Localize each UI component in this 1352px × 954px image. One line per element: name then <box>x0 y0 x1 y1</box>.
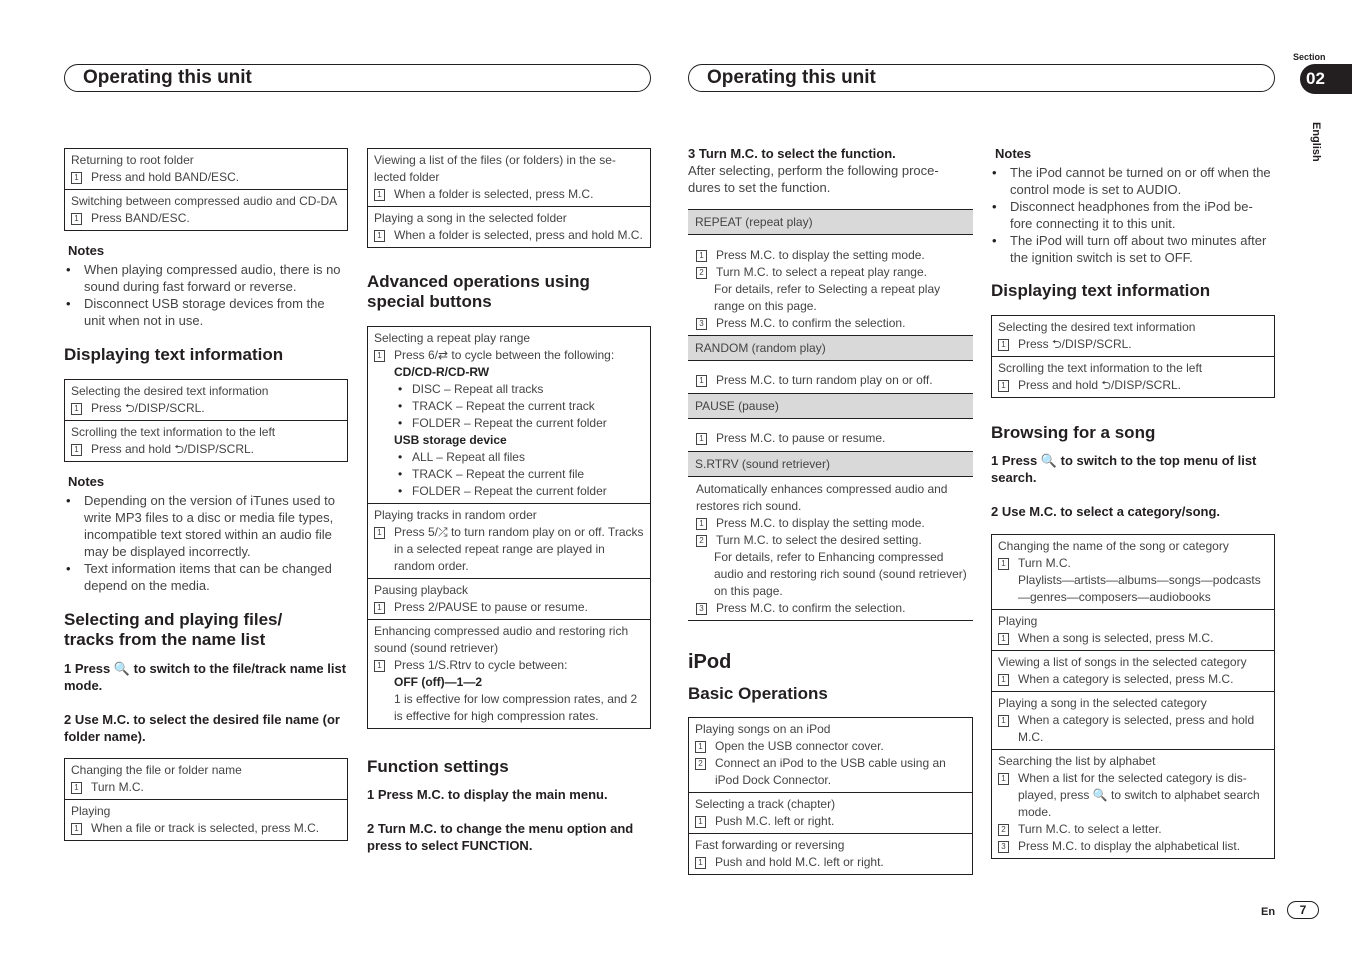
col4-select-text-step: 1 Press ⮌/DISP/SCRL. <box>998 336 1268 353</box>
enhance-values: OFF (off)—1—2 <box>394 675 482 689</box>
notes2-title: Notes <box>68 474 105 489</box>
folder-box <box>64 148 348 231</box>
play-folder-title: Playing a song in the selected folder <box>374 211 567 225</box>
col4-notes-title: Notes <box>995 146 1032 161</box>
repeat-detail: For details, refer to Selecting a repeat play range on this page. <box>714 282 941 313</box>
notes-list <box>64 261 348 329</box>
col4-scroll-text-title: Scrolling the text information to the left <box>998 361 1203 375</box>
function-step-2: 2 Turn M.C. to change the menu option and press to select FUNCTION. <box>367 821 634 853</box>
usb-item: • TRACK – Repeat the current file <box>374 466 644 483</box>
repeat-step: 1 Press M.C. to display the setting mode. <box>696 247 973 264</box>
repeat-range-step: 1 Press 6/⇄ to cycle between the following: <box>374 347 644 364</box>
repeat-step: 3 Press M.C. to confirm the selection. <box>696 315 973 332</box>
left-header-title: Operating this unit <box>83 67 252 88</box>
enhance-note: 1 is effective for low compression rates, and 2 is effective for high compression rates. <box>394 692 638 723</box>
note-item: • The iPod cannot be turned on or off when the control mode is set to AUDIO. <box>990 164 1278 198</box>
notes-title: Notes <box>68 243 105 258</box>
view-songs-title: Viewing a list of songs in the selected category <box>998 655 1247 669</box>
footer-language: En <box>1261 906 1276 918</box>
display-text-box <box>64 379 348 462</box>
random-bar: RANDOM (random play) <box>688 335 973 361</box>
srtrv-rule <box>688 620 973 621</box>
switch-audio-title: Switching between compressed audio and CD-DA <box>71 194 338 208</box>
pause-steps <box>696 430 973 447</box>
basic-ops-heading: Basic Operations <box>688 684 828 703</box>
alphabet-search-step: 3 Press M.C. to display the alphabetical list. <box>998 838 1268 855</box>
browse-box <box>991 534 1275 859</box>
turn-mc-text: After selecting, perform the following proce- dures to set the function. <box>688 163 939 195</box>
pause-step: 1 Press M.C. to pause or resume. <box>696 430 973 447</box>
notes2-list <box>64 492 348 594</box>
alphabet-search-step: 1 When a list for the selected category is dis- played, press 🔍 to switch to alphabet search mode. <box>998 770 1268 821</box>
cd-item: • DISC – Repeat all tracks <box>374 381 644 398</box>
random-steps <box>696 372 973 389</box>
alphabet-search-title: Searching the list by alphabet <box>998 754 1156 768</box>
pausing-title: Pausing playback <box>374 583 469 597</box>
repeat-steps <box>696 247 973 332</box>
playing-step: 1 When a file or track is selected, press M.C. <box>71 820 341 837</box>
browse-step-1: 1 Press 🔍 to switch to the top menu of list search. <box>991 453 1257 485</box>
turn-mc-step: 3 Turn M.C. to select the function. <box>688 146 896 161</box>
scroll-text-title: Scrolling the text information to the left <box>71 425 276 439</box>
playing-title: Playing <box>71 804 111 818</box>
select-step-1: 1 Press 🔍 to switch to the file/track name list mode. <box>64 661 347 693</box>
col4-displaying-heading: Displaying text information <box>991 281 1211 300</box>
srtrv-step: 3 Press M.C. to confirm the selection. <box>696 600 973 617</box>
note-item: • Depending on the version of iTunes used to write MP3 files to a disc or media file types, incompatible text stored within an audio file may be displayed incorrectly. <box>64 492 348 560</box>
select-text-step: 1 Press ⮌/DISP/SCRL. <box>71 400 341 417</box>
page-number: 7 <box>1287 901 1319 919</box>
category-list: Playlists—artists—albums—songs—podcasts —genres—composers—audiobooks <box>1018 573 1261 604</box>
note-item: • Disconnect USB storage devices from the unit when not in use. <box>64 295 348 329</box>
usb-item: • ALL – Repeat all files <box>374 449 644 466</box>
function-settings-heading: Function settings <box>367 757 509 776</box>
change-name-step: 1 Turn M.C. <box>71 779 341 796</box>
col4-select-text-title: Selecting the desired text information <box>998 320 1196 334</box>
col4-notes-list <box>990 164 1278 266</box>
change-category-title: Changing the name of the song or category <box>998 539 1229 553</box>
enhance-step: 1 Press 1/S.Rtrv to cycle between: <box>374 657 644 674</box>
scroll-text-step: 1 Press and hold ⮌/DISP/SCRL. <box>71 441 341 458</box>
repeat-step: 2 Turn M.C. to select a repeat play range. <box>696 264 973 281</box>
cd-item: • TRACK – Repeat the current track <box>374 398 644 415</box>
advanced-heading: Advanced operations using special buttons <box>367 272 590 311</box>
fast-forward-title: Fast forwarding or reversing <box>695 838 845 852</box>
srtrv-text: Automatically enhances compressed audio and restores rich sound. <box>696 482 948 513</box>
srtrv-bar: S.RTRV (sound retriever) <box>688 451 973 477</box>
folder-view-box <box>367 148 651 248</box>
play-folder-step: 1 When a folder is selected, press and hold M.C. <box>374 227 644 244</box>
note-item: • When playing compressed audio, there is no sound during fast forward or reverse. <box>64 261 348 295</box>
repeat-range-title: Selecting a repeat play range <box>374 331 531 345</box>
ipod-heading: iPod <box>688 651 732 673</box>
select-files-heading: Selecting and playing files/ tracks from the name list <box>64 610 283 649</box>
right-header-title: Operating this unit <box>707 67 876 88</box>
advanced-box <box>367 326 651 729</box>
enhance-title: Enhancing compressed audio and restoring rich sound (sound retriever) <box>374 624 629 655</box>
pausing-step: 1 Press 2/PAUSE to pause or resume. <box>374 599 644 616</box>
view-songs-step: 1 When a category is selected, press M.C. <box>998 671 1268 688</box>
select-track-title: Selecting a track (chapter) <box>695 797 836 811</box>
note-item: • Text information items that can be changed depend on the media. <box>64 560 348 594</box>
col4-display-box <box>991 315 1275 398</box>
random-order-step: 1 Press 5/⤮ to turn random play on or off. Tracks in a selected repeat range are played in random order. <box>374 524 644 575</box>
switch-audio-step: 1 Press BAND/ESC. <box>71 210 341 227</box>
view-list-title: Viewing a list of the files (or folders) in the se- lected folder <box>374 153 616 184</box>
srtrv-steps <box>696 481 973 617</box>
play-category-step: 1 When a category is selected, press and hold M.C. <box>998 712 1268 746</box>
play-ipod-step: 2 Connect an iPod to the USB cable using an iPod Dock Connector. <box>695 755 966 789</box>
play-ipod-title: Playing songs on an iPod <box>695 722 831 736</box>
srtrv-step: 2 Turn M.C. to select the desired setting. <box>696 532 973 549</box>
change-category-step: 1 Turn M.C. <box>998 555 1268 572</box>
select-text-title: Selecting the desired text information <box>71 384 269 398</box>
col4-scroll-text-step: 1 Press and hold ⮌/DISP/SCRL. <box>998 377 1268 394</box>
note-item: • The iPod will turn off about two minutes after the ignition switch is set to OFF. <box>990 232 1278 266</box>
browsing-heading: Browsing for a song <box>991 423 1156 442</box>
usb-label: USB storage device <box>394 433 507 447</box>
random-order-title: Playing tracks in random order <box>374 508 537 522</box>
fast-forward-step: 1 Push and hold M.C. left or right. <box>695 854 966 871</box>
root-folder-title: Returning to root folder <box>71 153 194 167</box>
note-item: • Disconnect headphones from the iPod be- fore connecting it to this unit. <box>990 198 1278 232</box>
file-name-box <box>64 758 348 841</box>
pause-bar: PAUSE (pause) <box>688 393 973 419</box>
displaying-text-heading: Displaying text information <box>64 345 284 364</box>
random-step: 1 Press M.C. to turn random play on or off. <box>696 372 973 389</box>
root-folder-step: 1 Press and hold BAND/ESC. <box>71 169 341 186</box>
right-header <box>688 64 1275 92</box>
usb-item: • FOLDER – Repeat the current folder <box>374 483 644 500</box>
select-track-step: 1 Push M.C. left or right. <box>695 813 966 830</box>
ipod-box <box>688 717 973 875</box>
change-name-title: Changing the file or folder name <box>71 763 242 777</box>
play-ipod-step: 1 Open the USB connector cover. <box>695 738 966 755</box>
section-number: 02 <box>1300 64 1352 94</box>
playing-song-step: 1 When a song is selected, press M.C. <box>998 630 1268 647</box>
srtrv-step: 1 Press M.C. to display the setting mode. <box>696 515 973 532</box>
playing-song-title: Playing <box>998 614 1038 628</box>
cd-item: • FOLDER – Repeat the current folder <box>374 415 644 432</box>
cd-label: CD/CD-R/CD-RW <box>394 365 490 379</box>
language-label: English <box>1310 122 1322 162</box>
browse-step-2: 2 Use M.C. to select a category/song. <box>991 504 1221 519</box>
left-header <box>64 64 651 92</box>
section-label: Section <box>1293 52 1326 62</box>
view-list-step: 1 When a folder is selected, press M.C. <box>374 186 644 203</box>
alphabet-search-step: 2 Turn M.C. to select a letter. <box>998 821 1268 838</box>
function-step-1: 1 Press M.C. to display the main menu. <box>367 787 608 802</box>
repeat-bar: REPEAT (repeat play) <box>688 209 973 235</box>
play-category-title: Playing a song in the selected category <box>998 696 1207 710</box>
srtrv-detail: For details, refer to Enhancing compressed audio and restoring rich sound (sound retriever) on this page. <box>714 550 967 598</box>
select-step-2: 2 Use M.C. to select the desired file name (or folder name). <box>64 712 340 744</box>
